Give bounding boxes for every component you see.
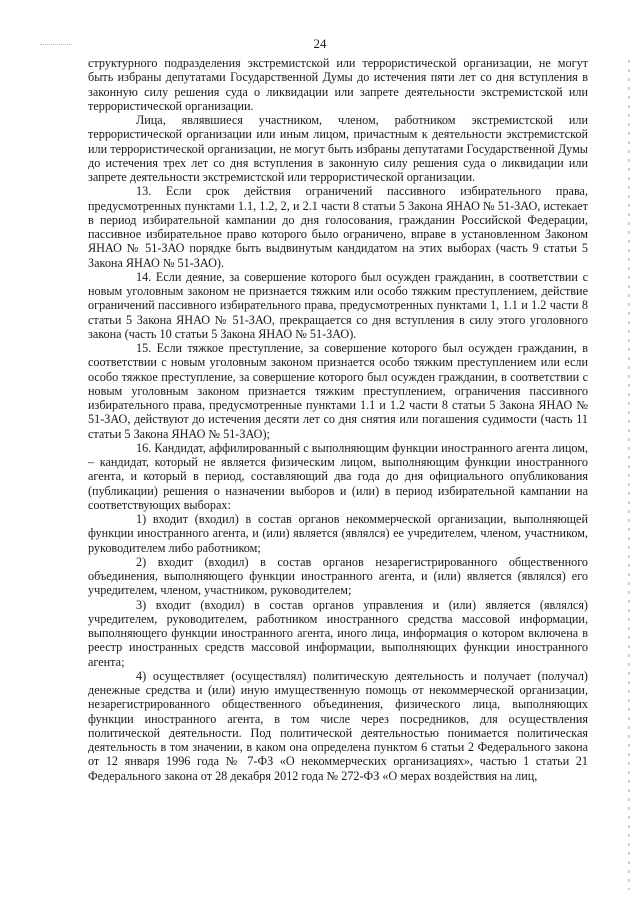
paragraph-15: 15. Если тяжкое преступление, за совершение которого был осужден гражданин, в соответствии с новым уголовным законом признается особо тяжким преступлением или если особо тяжкое преступление, за совершение которого был осужден гражданин, в соответствии с новым уголовным законом признается тяжким преступлением, ограничения пассивного избирательного права, предусмотренные пунктами 1.1 и 1.2 части 8 статьи 5 Закона ЯНАО № 51-ЗАО, действуют до истечения десяти лет со дня снятия или погашения судимости (часть 11 статьи 5 Закона ЯНАО № 51-ЗАО); [88,341,588,441]
paragraph-members: Лица, являвшиеся участником, членом, работником экстремистской или террористической организации или иным лицом, причастным к деятельности экстремистской или террористической организации, не могут быть избраны депутатами Государственной Думы до истечения трех лет со дня вступления в законную силу решения суда о ликвидации или запрете деятельности экстремистской или террористической организации. [88,113,588,184]
paragraph-16: 16. Кандидат, аффилированный с выполняющим функции иностранного агента лицом, – кандидат, который не является физическим лицом, выполняющим функции иностранного агента, и который в период, составляющий два года до дня официального опубликования (публикации) решения о назначении выборов и (или) в период избирательной кампании на соответствующих выборах: [88,440,588,512]
scan-edge [628,60,630,890]
list-item-3: 3) входит (входил) в состав органов управления и (или) является (являлся) учредителем, руководителем, работником иностранного средства массовой информации, выполняющего функции иностранного агента, иного лица, информация о котором включена в реестр иностранных средств массовой информации, выполняющих функции иностранного агента; [88,597,588,669]
paragraph-continuation: структурного подразделения экстремистской или террористической организации, не могут быть избраны депутатами Государственной Думы до истечения пяти лет со дня вступления в законную силу решения суда о ликвидации или запрете деятельности экстремистской или террористической организации. [88,56,588,113]
paragraph-13: 13. Если срок действия ограничений пассивного избирательного права, предусмотренных пунктами 1.1, 1.2, 2, и 2.1 части 8 статьи 5 Закона ЯНАО № 51-ЗАО, истекает в период избирательной кампании до дня голосования, гражданин Российской Федерации, пассивное избирательное право которого было ограничено, вправе в установленном Законом ЯНАО № 51-ЗАО порядке быть выдвинутым кандидатом на этих выборах (часть 9 статьи 5 Закона ЯНАО № 51-ЗАО). [88,184,588,270]
page-number: 24 [313,36,327,51]
list-item-1: 1) входит (входил) в состав органов некоммерческой организации, выполняющей функции иностранного агента, и (или) является (являлся) ее учредителем, членом, участником, руководителем либо работником; [88,512,588,555]
list-item-2: 2) входит (входил) в состав органов незарегистрированного общественного объединения, выполняющего функции иностранного агента, и (или) является (являлся) его учредителем, членом, участником, руководителем; [88,554,588,598]
list-item-4: 4) осуществляет (осуществлял) политическую деятельность и получает (получал) денежные средства и (или) иную имущественную помощь от некоммерческой организации, незарегистрированного общественного объединения, физического лица, выполняющих функции иностранного агента, в том числе через посредников, для осуществления политической деятельности. Под политической деятельностью понимается политическая деятельность в том значении, в каком она определена пунктом 6 статьи 2 Федерального закона от 12 января 1996 года № 7-ФЗ «О некоммерческих организациях», частью 1 статьи 21 Федерального закона от 28 декабря 2012 года № 272-ФЗ «О мерах воздействия на лиц, [88,668,588,783]
paragraph-14: 14. Если деяние, за совершение которого был осужден гражданин, в соответствии с новым уголовным законом не признается тяжким или особо тяжким преступлением, действие ограничений пассивного избирательного права, предусмотренных пунктами 1, 1.1 и 1.2 части 8 статьи 5 Закона ЯНАО № 51-ЗАО, прекращается со дня вступления в силу этого уголовного закона (часть 10 статьи 5 Закона ЯНАО № 51-ЗАО). [88,269,588,341]
document-body [88,56,588,783]
